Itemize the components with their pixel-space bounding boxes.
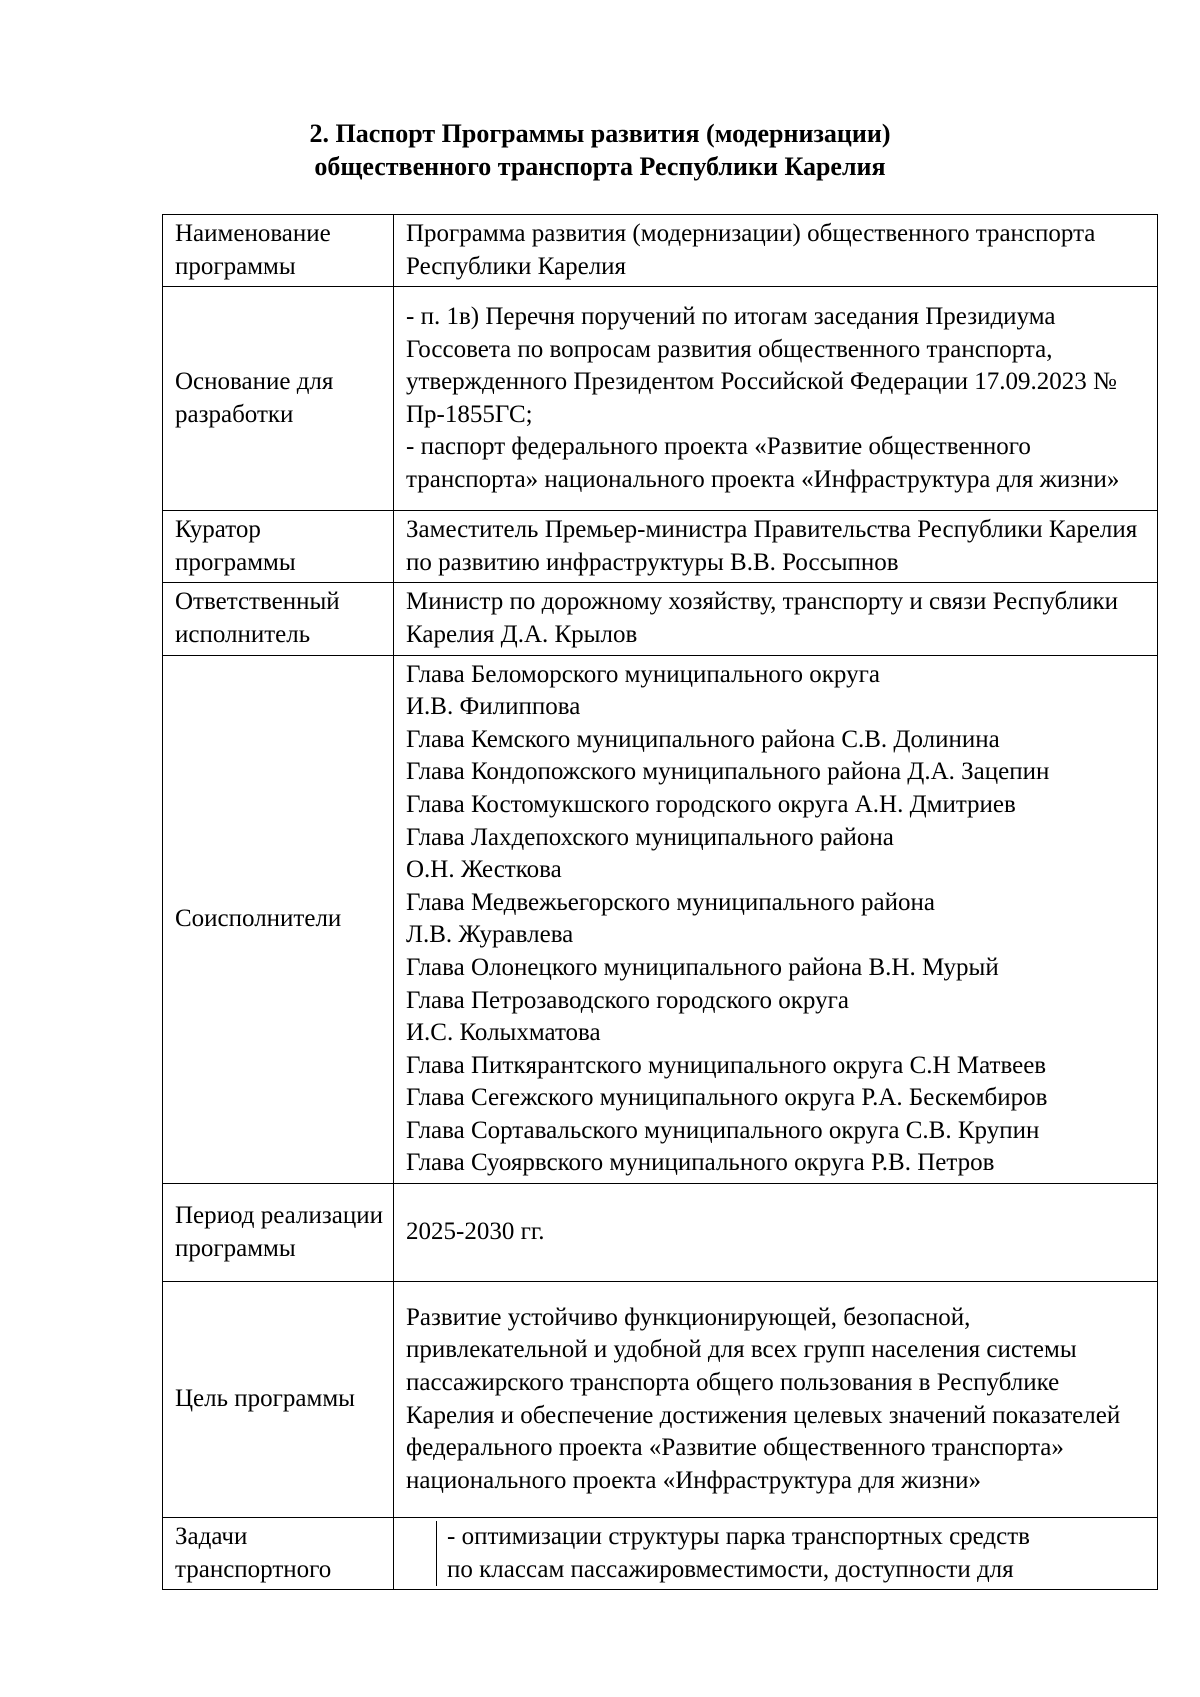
table-row [163,511,1158,583]
document-title [0,117,1200,183]
tasks-line-2: по классам пассажировместимости, доступности для [447,1555,1014,1583]
table-row [163,1518,1158,1590]
row-value-period: 2025-2030 гг. [394,1184,1158,1282]
row-value-curator: Заместитель Премьер-министра Правительства Республики Карелия по развитию инфраструктуры В.В. Россыпнов [394,511,1158,583]
row-label-basis: Основание для разработки [163,287,394,511]
row-label-goal: Цель программы [163,1282,394,1518]
table-row [163,1184,1158,1282]
row-label-program-name: Наименование программы [163,215,394,287]
row-value-goal: Развитие устойчиво функционирующей, безопасной, привлекательной и удобной для всех групп населения системы пассажирского транспорта общего пользования в Республике Карелия и обеспечение достижения целевых значений показателей федерального проекта «Развитие общественного транспорта» национального проекта «Инфраструктура для жизни» [394,1282,1158,1518]
tasks-text [447,1521,1147,1586]
row-label-co-executors: Соисполнители [163,655,394,1184]
row-label-tasks-line-1: Задачи [175,1523,248,1551]
passport-table [162,214,1158,1590]
row-label-curator: Куратор программы [163,511,394,583]
title-line-2: общественного транспорта Республики Карелия [314,152,886,181]
row-value-responsible: Министр по дорожному хозяйству, транспорту и связи Республики Карелия Д.А. Крылов [394,583,1158,655]
row-value-tasks [394,1518,1158,1590]
row-label-responsible: Ответственный исполнитель [163,583,394,655]
table-row [163,215,1158,287]
row-value-co-executors: Глава Беломорского муниципального округа И.В. Филиппова Глава Кемского муниципального района С.В. Долинина Глава Кондопожского муниципального района Д.А. Зацепин Глава Костомукшского городского округа А.Н. Дмитриев Глава Лахдепохского муниципального района О.Н. Жесткова Глава Медвежьегорского муниципального района Л.В. Журавлева Глава Олонецкого муниципального района В.Н. Мурый Глава Петрозаводского городского округа И.С. Колыхматова Глава Питкярантского муниципального округа С.Н Матвеев Глава Сегежского муниципального округа Р.А. Бескембиров Глава Сортавальского муниципального округа С.В. Крупин Глава Суоярвского муниципального округа Р.В. Петров [394,655,1158,1184]
table-row [163,287,1158,511]
row-label-tasks-line-2: транспортного [175,1555,332,1583]
row-label-period: Период реализации программы [163,1184,394,1282]
row-value-program-name: Программа развития (модернизации) общественного транспорта Республики Карелия [394,215,1158,287]
tasks-cell-inner [394,1521,1147,1586]
row-label-tasks [163,1518,394,1590]
nested-cell-divider [394,1521,437,1586]
tasks-line-1: - оптимизации структуры парка транспортных средств [447,1523,1030,1551]
table-row [163,583,1158,655]
row-value-basis: - п. 1в) Перечня поручений по итогам заседания Президиума Госсовета по вопросам развития общественного транспорта, утвержденного Президентом Российской Федерации 17.09.2023 № Пр-1855ГС; - паспорт федерального проекта «Развитие общественного транспорта» национального проекта «Инфраструктура для жизни» [394,287,1158,511]
table-row [163,655,1158,1184]
table-row [163,1282,1158,1518]
title-line-1: 2. Паспорт Программы развития (модернизации) [309,119,891,148]
